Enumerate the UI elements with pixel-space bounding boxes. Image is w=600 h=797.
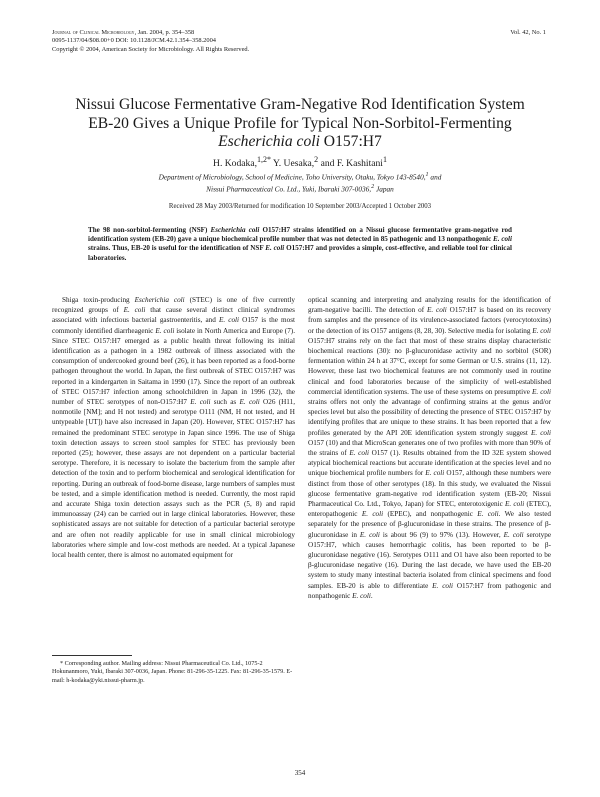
- author-3-affil: 1: [382, 155, 387, 164]
- body-text: (STEC) is one of five currently recognized groups of: [52, 296, 295, 315]
- body-text: O157:H7 strains rely on the fact that most of these strains display characteristic biochemical reactions (30): no β-glucuronidase activity and no sorbitol (SOR) fermentation within 24 h at 37°C, except for some German or U.S. strains (11, 12). However, these last two biochemical features are not commonly used in routine clinical and food laboratories because of the simplicity of well-established commercial identification systems. The use of these systems on presumptive: [308, 336, 551, 396]
- organism-name: E. coli: [155, 326, 175, 335]
- affiliation-2-mark: 2: [371, 184, 375, 191]
- affiliations: [80, 170, 520, 195]
- organism-name: E. coli: [530, 428, 551, 437]
- organism-name: E. coli: [503, 530, 524, 539]
- body-text: such as: [210, 398, 240, 407]
- abstract-organism-1: Escherichia coli: [210, 226, 260, 234]
- author-2: Y. Uesaka,: [271, 158, 315, 170]
- page-number: 354: [294, 769, 306, 777]
- abstract-text-1: The 98 non-sorbitol-fermenting (NSF): [88, 226, 211, 234]
- organism-name: E. coli: [190, 398, 211, 407]
- intro-paragraph-1: [52, 295, 295, 560]
- organism-name: E. coli: [426, 306, 447, 315]
- body-text: Shiga toxin-producing: [62, 296, 135, 304]
- body-text: (EPEC), and nonpathogenic: [383, 510, 478, 519]
- affiliation-1-text: Department of Microbiology, School of Medicine, Toho University, Otaku, Tokyo 143-8540,: [158, 172, 426, 182]
- body-text: O157 (1). Results obtained from the ID 32E system showed atypical biochemical reactions but accurate identification at the species level and no unique biochemical profile numbers for: [308, 449, 551, 478]
- title-organism: Escherichia coli: [218, 133, 320, 151]
- organism-name: E. coli: [532, 326, 551, 335]
- body-text: .: [370, 591, 373, 600]
- affiliation-1: [80, 170, 520, 182]
- organism-name: E. coli: [432, 581, 453, 590]
- body-column-left: [52, 295, 295, 560]
- affiliation-country: Japan: [374, 184, 394, 194]
- corresponding-author-footnote: [52, 660, 295, 685]
- organism-name: E. coli: [477, 510, 499, 519]
- body-text: isolate in North America and Europe (7). Since STEC O157:H7 emerged as a public health threat following its initial identification as a pathogen in a 1982 outbreak of illness associated with the consumption of undercooked ground beef (26), it has been reported as a food-borne pathogen throughout the world. In Japan, the first outbreak of STEC O157:H7 was reported in a kindergarten in Saitama in 1990 (17). Since the report of an outbreak of STEC O157:H7 infection among schoolchildren in Japan in 1996 (32), the number of STEC serotypes of non-O157:H7: [52, 326, 295, 407]
- author-2-affil: 2: [314, 155, 319, 164]
- corresponding-mark: *: [267, 155, 271, 164]
- organism-name: E. coli: [505, 500, 525, 509]
- body-text: that cause several distinct clinical syndromes associated with infectious bacterial gastroenteritis, and: [52, 306, 295, 325]
- received-dates: Received 28 May 2003/Returned for modification 10 September 2003/Accepted 1 October 2003: [168, 203, 432, 210]
- organism-name: E. coli: [361, 510, 384, 519]
- running-header: [52, 29, 382, 54]
- body-text: O157 (10) and that MicroScan generates one of two profiles with more than 90% of the strains of: [308, 438, 551, 458]
- title-line-2: EB-20 Gives a Unique Profile for Typical Non-Sorbitol-Fermenting: [88, 114, 512, 132]
- affiliation-and: and: [428, 172, 442, 182]
- organism-name: E. coli: [218, 316, 240, 325]
- body-text: optical scanning and interpreting and analyzing results for the identification of gram-negative bacilli. The detection of: [308, 296, 551, 315]
- doi-line: 0095-1137/04/$08.00+0 DOI: 10.1128/JCM.42.1.354–358.2004: [52, 37, 216, 45]
- body-text: O157 is the most commonly identified diarrheagenic: [52, 316, 295, 335]
- body-text: O26 (H11, nonmotile [NM]; and H not tested) and serotype O111 (NM, H not tested, and H untypeable [UT]) have also increased in Japan (20). However, STEC O157:H7 has remained the predominant STEC serotype in Japan since 1996. The use of Shiga toxin detection assays to screen stool samples for STEC has previously been reported (25); however, these assays are not dependent on a particular bacterial serotype. Therefore, it is necessary to isolate the bacterium from the sample after detection of the toxin and to perform biochemical and serological identification for reporting. During an outbreak of food-borne disease, large numbers of samples must be tested, and a simple identification method is needed. Currently, the most rapid and accurate Shiga toxin detection assays such as the PCR (5, 8) and rapid immunoassay (24) can be carried out in large clinical laboratories. However, these sophisticated assays are not suitable for detection of a particular bacterial serotype and are often not readily applicable for use in small clinical microbiology laboratories where simple and low-cost methods are needed. At a typical Japanese local health center, there is almost no automated equipment for: [52, 398, 295, 560]
- abstract: [88, 226, 512, 263]
- author-1-affil: 1,2: [257, 155, 267, 164]
- author-1: H. Kodaka,: [213, 158, 257, 170]
- organism-name: E. coli: [123, 306, 146, 315]
- body-text: serotype O157:H7, which causes hemorrhagic colitis, has been reported to be β-glucuronidase negative (16). Serotypes O111 and O1 have also been reported to be β-glucuronidase negative (16). During the last decade, we have used the EB-20 system to study many intestinal bacteria isolated from clinical specimens and food samples. EB-20 is able to differentiate: [308, 530, 552, 590]
- footnote-text: * Corresponding author. Mailing address: Nissui Pharmaceutical Co. Ltd., 1075-2 Hokunanmoro, Yuki, Ibaraki 307-0036, Japan. Phone: 81-296-35-1225. Fax: 81-296-35-1579. E-mail: h-kodaka@yki.nissui-pharm.jp.: [52, 660, 293, 684]
- author-list: [40, 155, 560, 169]
- volume-info: Vol. 42, No. 1: [510, 29, 546, 36]
- affiliation-2-text: Nissui Pharmaceutical Co. Ltd., Yuki, Ibaraki 307-0036,: [206, 184, 372, 194]
- title-line-1: Nissui Glucose Fermentative Gram-Negative Rod Identification System: [75, 96, 525, 113]
- abstract-text-3: strains. Thus, EB-20 is useful for the identification of NSF: [88, 244, 266, 253]
- organism-name: E. coli: [352, 591, 371, 600]
- body-text: (ETEC), enteropathogenic: [308, 500, 551, 519]
- affiliation-2: [80, 182, 520, 194]
- footnote-divider: [52, 655, 132, 656]
- organism-name: E. coli: [425, 469, 445, 478]
- body-text: O157:H7 is based on its recovery from samples and the presence of its virulence-associated factors (verocytotoxins) or the detection of its O157 antigens (8, 28, 30). Selective media for isolating: [308, 306, 552, 335]
- journal-name: Journal of Clinical Microbiology: [52, 29, 135, 36]
- title-strain: O157:H7: [319, 133, 382, 151]
- affiliation-1-mark: 1: [425, 172, 429, 178]
- abstract-organism-3: E. coli: [265, 244, 285, 253]
- organism-name: E. coli: [359, 530, 380, 539]
- abstract-text-2: O157:H7 strains identified on a Nissui glucose fermentative gram-negative rod identification system (EB-20) gave a unique biochemical profile number that was not detected in 85 pathogenic and 13 nonpathogenic: [88, 226, 512, 244]
- body-column-right: [308, 295, 551, 601]
- body-text: . We also tested separately for the presence of β-glucuronidase in these strains. The presence of β-glucuronidase in: [308, 510, 551, 539]
- intro-paragraph-continued: [308, 295, 551, 601]
- author-3: and F. Kashitani: [318, 158, 383, 170]
- abstract-text-4: O157:H7 and provides a simple, cost-effective, and reliable tool for clinical laboratories.: [88, 244, 512, 262]
- organism-name: E. coli: [239, 398, 260, 407]
- copyright-line: Copyright © 2004, American Society for Microbiology. All Rights Reserved.: [52, 45, 250, 53]
- body-text: O157:H7 from pathogenic and nonpathogenic: [308, 581, 552, 600]
- body-text: strains offers not only the advantage of confirming strains at the genus and/or species level but also the possibility of detecting the presence of STEC O157:H7 by identifying profiles that are unique to these strains. It has been reported that a few profiles generated by the API 20E identification system strongly suggest: [308, 398, 551, 437]
- body-text: is about 96 (9) to 97% (13). However,: [379, 530, 504, 539]
- issue-info: , Jan. 2004, p. 354–358: [134, 29, 195, 36]
- organism-name: E. coli: [349, 449, 369, 458]
- abstract-organism-2: E. coli: [493, 235, 513, 244]
- article-title: [40, 96, 560, 152]
- organism-name: Escherichia coli: [134, 296, 185, 304]
- organism-name: E. coli: [532, 387, 551, 396]
- journal-citation: [52, 29, 382, 37]
- body-text: O157, although these numbers were distinct from those of other serotypes (18). In this study, we evaluated the Nissui glucose fermentative gram-negative rod identification system (EB-20; Nissui Pharmaceutical Co. Ltd., Tokyo, Japan) for STEC, enterotoxigenic: [308, 469, 551, 509]
